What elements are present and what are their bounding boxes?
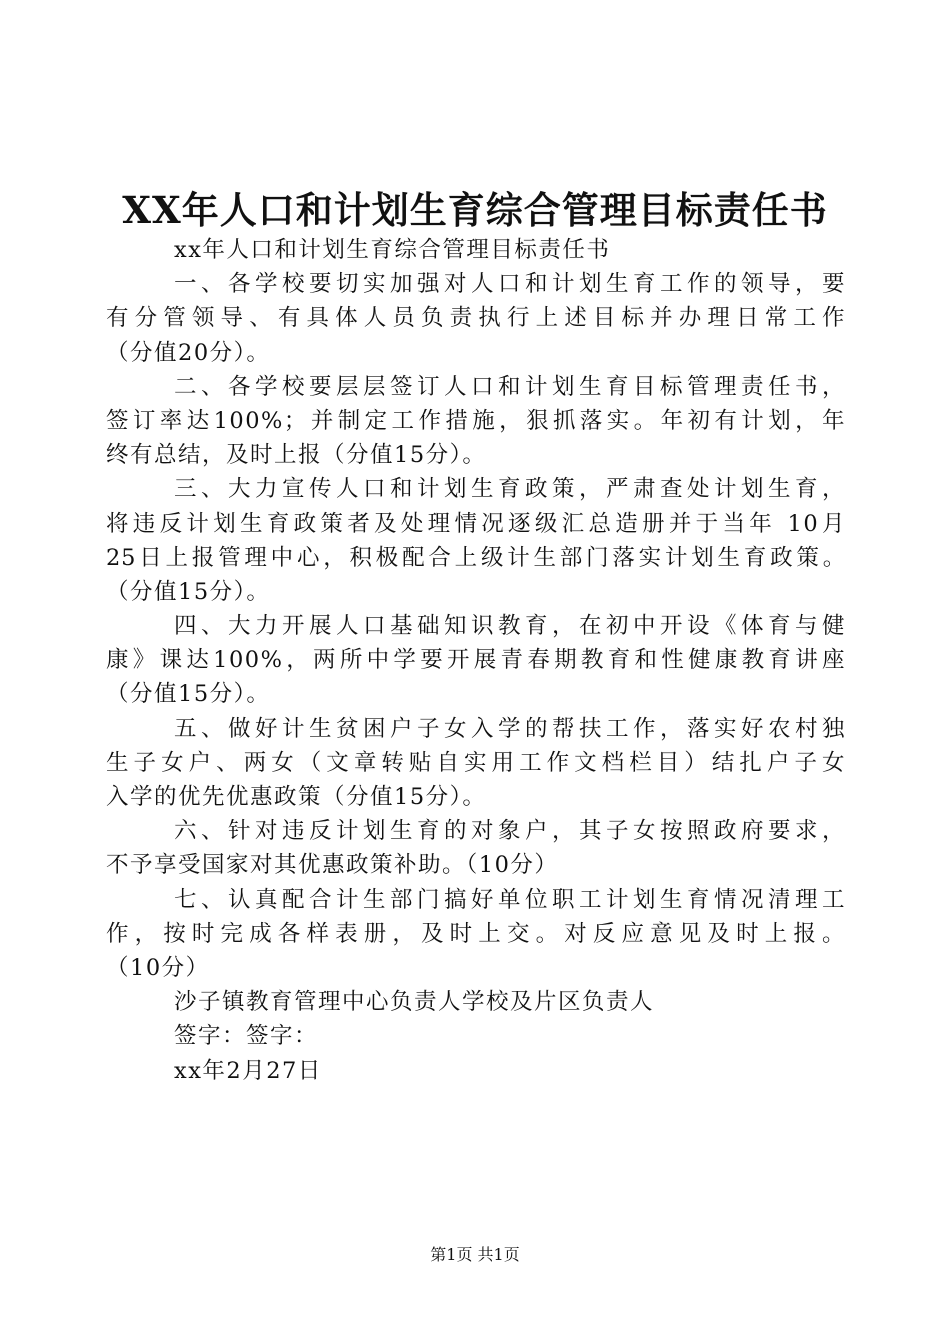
text-line: 六、针对违反计划生育的对象户，其子女按照政府要求，: [174, 818, 846, 845]
text-line: （10分）: [106, 954, 210, 981]
text-line: （分值20分）。: [106, 339, 271, 366]
text-line: 不予享受国家对其优惠政策补助。（10分）: [106, 852, 559, 879]
text-line: 签字：签字：: [174, 1023, 319, 1050]
text-line: 入学的优先优惠政策（分值15分）。: [106, 784, 487, 810]
text-line: 有分管领导、有具体人员负责执行上述目标并办理日常工作: [106, 305, 846, 332]
text-line: 生子女户、两女（文章转贴自实用工作文档栏目）结扎户子女: [106, 749, 846, 776]
document-body: [106, 233, 846, 1088]
text-line: 25日上报管理中心，积极配合上级计生部门落实计划生育政策。: [106, 544, 846, 571]
text-line: （分值15分）。: [106, 681, 271, 708]
text-line: 签订率达100%；并制定工作措施，狠抓落实。年初有计划，年: [106, 407, 846, 434]
text-line: xx年2月27日: [174, 1057, 322, 1084]
text-line: 康》课达100%，两所中学要开展青春期教育和性健康教育讲座: [106, 647, 846, 674]
text-line: （分值15分）。: [106, 578, 271, 605]
document-title: XX年人口和计划生育综合管理目标责任书: [122, 188, 828, 232]
text-line: 七、认真配合计生部门搞好单位职工计划生育情况清理工: [174, 886, 846, 913]
text-line: 终有总结，及时上报（分值15分）。: [106, 442, 487, 469]
text-line: 二、各学校要层层签订人口和计划生育目标管理责任书，: [174, 373, 846, 400]
text-line: 作，按时完成各样表册，及时上交。对反应意见及时上报。: [106, 920, 846, 947]
text-line: 将违反计划生育政策者及处理情况逐级汇总造册并于当年 10月: [106, 510, 846, 537]
text-line: 沙子镇教育管理中心负责人学校及片区负责人: [174, 989, 655, 1016]
text-line: xx年人口和计划生育综合管理目标责任书: [174, 237, 611, 263]
page-footer: 第1页 共1页: [430, 1245, 520, 1264]
text-line: 三、大力宣传人口和计划生育政策，严肃查处计划生育，: [174, 476, 846, 503]
text-line: 一、各学校要切实加强对人口和计划生育工作的领导，要: [174, 271, 846, 298]
text-line: 四、大力开展人口基础知识教育，在初中开设《体育与健: [174, 613, 846, 640]
text-line: 五、做好计生贫困户子女入学的帮扶工作，落实好农村独: [174, 715, 846, 742]
